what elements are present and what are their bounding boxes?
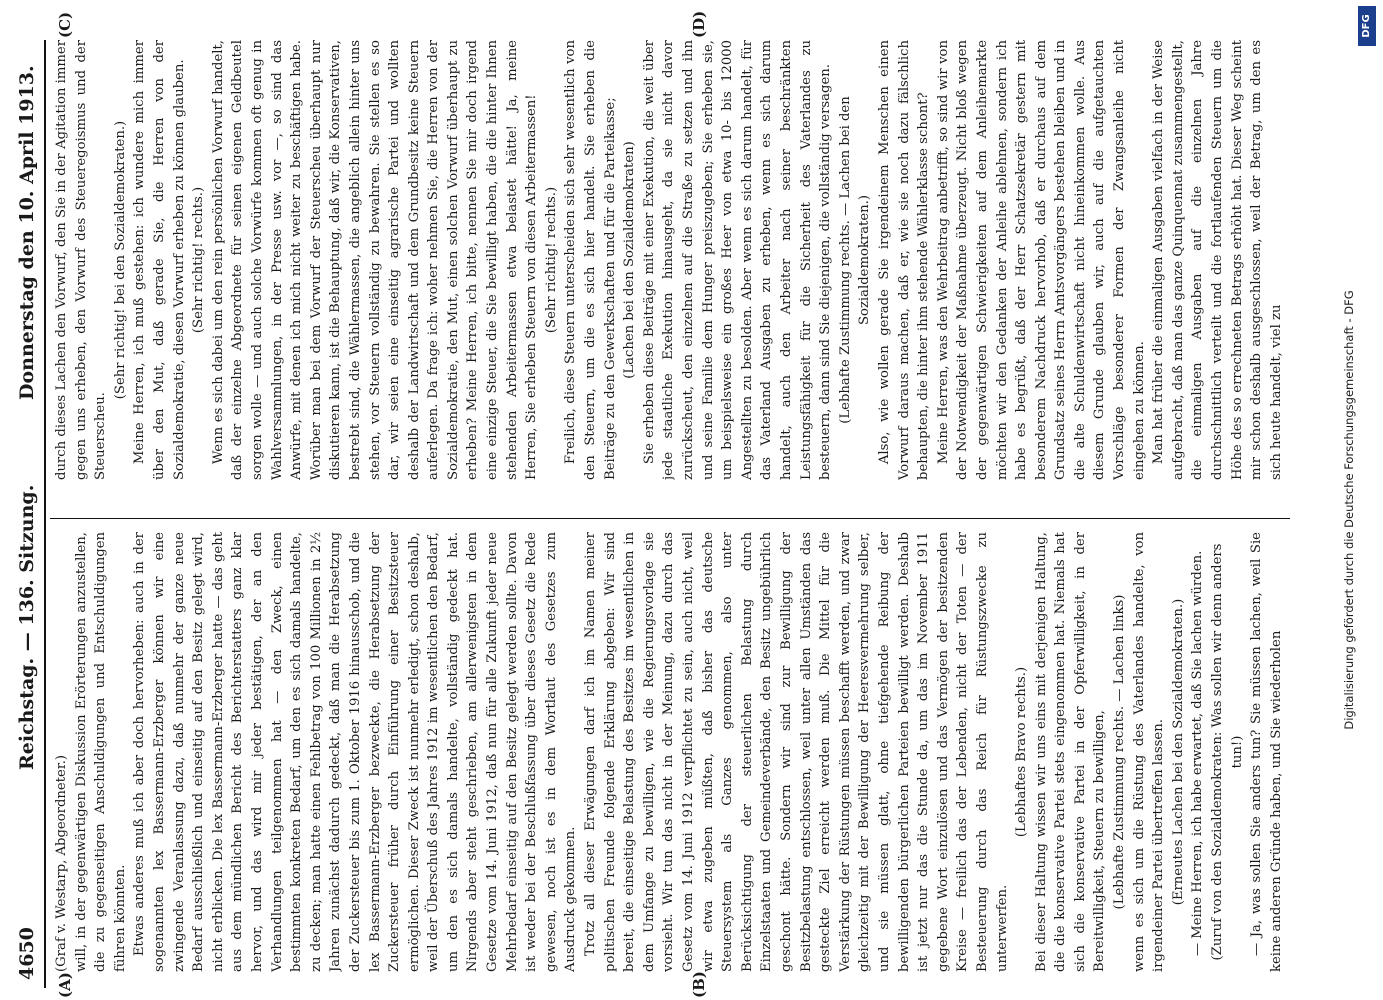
- session-title: Reichstag. — 136. Sitzung.: [16, 484, 38, 770]
- interjection: (Erneutes Lachen bei den Sozialdemokraten.): [1170, 598, 1186, 906]
- paragraph: Meine Herren, was den Wehrbeitrag anbetrifft, so sind wir von der Notwendigkeit der Maßnahme überzeugt. Nicht bloß wegen der gegenwärtigen Schwierigkeiten auf dem Anleihemarkte möchten wir den Gedanken der Anleihe ablehnen, sondern ich habe es begrüßt, daß der Herr Schatzsekretär gestern mit besonderem Nachdruck hervorhob, daß er durchaus auf dem Grundsatz seines Herrn Amtsvorgängers bestehen bleiben und in die alte Schuldenwirtschaft nicht hineinkommen wolle. Aus diesem Grunde glauben wir, auch auf die aufgetauchten Vorschläge besonderer Formen der Zwangsanleihe nicht eingehen zu können.: [935, 40, 1147, 480]
- margin-marker-d: (D): [690, 10, 708, 38]
- paragraph: Trotz all dieser Erwägungen darf ich im Namen meiner politischen Freunde folgende Erklärung abgeben: Wir sind bereit, die einseitige Belastung des Besitzes im wesentlichen in dem Umfange zu bewilligen, wie die Regierungsvorlage sie vorsieht. Wir tun das nicht in der Meinung, dazu durch das Gesetz vom 14. Juni 1912 verpflichtet zu sein, auch nicht, weil wir etwa zugeben müßten, daß bisher das deutsche Steuersystem als Ganzes genommen, also unter Berücksichtigung der steuerlichen Belastung durch Einzelstaaten und Gemeindeverbände, den Besitz ungebührlich geschont hätte. Sondern wir sind zur Bewilligung der Besitzbelastung entschlossen, weil unter allen Umständen das gesteckte Ziel erreicht werden muß. Die Mittel für die Verstärkung der Rüstungen müssen beschafft werden, und zwar gleichzeitig mit der Bewilligung der Heeresvermehrung selber, und sie müssen glatt, ohne tiefgehende Reibung der bewilligenden bürgerlichen Parteien bewilligt werden. Deshalb ist jetzt nur das die Stunde da, um das im November 1911 gegebene Wort einzulösen und das Vermögen der besitzenden Kreise — freilich das der Lebenden, nicht der Toten — der Besteuerung durch das Reich für Rüstungszwecke zu unterwerfen.: [583, 532, 1010, 972]
- margin-marker-c: (C): [56, 11, 74, 38]
- dfg-logo: [1358, 6, 1376, 46]
- interjection: (Sehr richtig! bei den Sozialdemokraten.): [112, 120, 128, 400]
- interjection: (Zuruf von den Sozialdemokraten: Was sollen wir denn anders tun!): [1210, 543, 1245, 961]
- paragraph: — Ja, was sollen Sie anders tun? Sie müssen lachen, weil Sie keine anderen Gründe haben, und Sie wiederholen: [1249, 532, 1284, 972]
- interjection: (Lachen bei den Sozialdemokraten): [622, 141, 638, 379]
- page-header: [6, 0, 46, 1000]
- left-column: [52, 532, 1290, 972]
- column-divider: [50, 518, 1290, 519]
- paragraph: Wenn es sich dabei um den rein persönlichen Vorwurf handelt, daß der einzelne Abgeordnete für seinen eigenen Geldbeutel sorgen wolle — und auch solche Vorwürfe kommen oft genug in Wahlversammlungen, in der Presse usw. vor —, so sind das Anwürfe, mit denen ich mich nicht weiter zu beschäftigen habe. Worüber man bei dem Vorwurf der Steuerscheu überhaupt nur diskutieren kann, ist die Behauptung, daß wir, die Konservativen, bestrebt sind, die Wählermassen, die angeblich allein hinter uns stehen, vor Steuern vollständig zu bewahren. Sie stellen es so dar, wir seien eine einseitig agrarische Partei und wollten deshalb der Landwirtschaft und dem Grundbesitz keine Steuern auferlegen. Da frage ich: woher nehmen Sie, die Herren von der Sozialdemokratie, den Mut, einen solchen Vorwurf überhaupt zu erheben? Meine Herren, ich bitte, nennen Sie mir doch irgend eine einzige Steuer, die Sie bewilligt haben, die die hinter Ihnen stehenden Arbeitermassen etwa belastet hätte! Ja, meine Herren, Sie erheben Steuern von diesen Arbeitermassen!: [210, 40, 540, 480]
- paragraph: Sie erheben diese Beiträge mit einer Exekution, die weit über jede staatliche Exekution hinausgeht, da sie nicht davor zurückscheut, den einzelnen auf die Straße zu setzen und ihn und seine Familie dem Hunger preiszugeben; Sie erheben sie, um beispielsweise ein großes Heer von etwa 10- bis 12000 Angestellten zu besolden. Aber wenn es sich darum handelt, für das Vaterland Ausgaben zu erheben, wenn es sich darum handelt, auch den Arbeiter nach seiner beschränkten Leistungsfähigkeit für die Sicherheit des Vaterlandes zu besteuern, dann sind Sie diejenigen, die vollständig versagen.: [641, 40, 834, 480]
- paragraph: — Meine Herren, ich habe erwartet, daß Sie lachen würden.: [1190, 550, 1206, 957]
- page-number: 4650: [16, 927, 38, 980]
- paragraph: will, in der gegenwärtigen Diskussion Erörterungen anzustellen, die zu gegenseitigen Anschuldigungen und Entschuldigungen führen könnten.: [73, 532, 128, 972]
- paragraph: Man hat früher die einmaligen Ausgaben vielfach in der Weise aufgebracht, daß man das ganze Quinquennat zusammengestellt, die einmaligen Ausgaben auf die einzelnen Jahre durchschnittlich verteilt und die fortlaufenden Steuern um die Höhe des so errechneten Betrags erhöht hat. Dieser Weg scheint mir schon deshalb ausgeschlossen, weil der Betrag, um den es sich heute handelt, viel zu: [1151, 40, 1284, 480]
- margin-marker-b: (B): [690, 971, 708, 998]
- dfg-logo-text: DFG: [1361, 14, 1372, 38]
- paragraph: Also, wie wollen gerade Sie irgendeinem Menschen einen Vorwurf daraus machen, daß er, wie sie noch dazu fälschlich behaupten, die hinter ihm stehende Wählerklasse schont?: [876, 40, 932, 480]
- digitization-credit: [1338, 30, 1360, 990]
- paragraph: Etwas anderes muß ich aber doch hervorheben: auch in der sogenannten lex Bassermann-Erzberger können wir eine zwingende Veranlassung dazu, daß nunmehr der ganze neue Bedarf ausschließlich und einseitig auf den Besitz gelegt wird, nicht erblicken. Die lex Bassermann-Erzberger hatte — das geht aus dem mündlichen Bericht des Berichterstatters ganz klar hervor, und das wird mir jeder bestätigen, der an den Verhandlungen teilgenommen hat — den Zweck, einen bestimmten konkreten Bedarf, um den es sich damals handelte, zu decken; man hatte einen Fehlbetrag von 100 Millionen in 2½ Jahren zunächst dadurch gedeckt, daß man die Herabsetzung der Zuckersteuer bis zum 1. Oktober 1916 hinausschob, und die lex Bassermann-Erzberger bezweckte, die Herabsetzung der Zuckersteuer früher durch Einführung einer Besitzsteuer ermöglichen. Dieser Zweck ist nunmehr erledigt, schon deshalb, weil der Überschuß des Jahres 1912 im wesentlichen den Bedarf, um den es sich damals handelte, vollständig gedeckt hat. Nirgends aber steht geschrieben, am allerwenigsten in dem Gesetze vom 14. Juni 1912, daß nun für alle Zukunft jeder neue Mehrbedarf einseitig auf den Besitz gelegt werden sollte. Davon ist weder bei der Beschlußfassung über dieses Gesetz die Rede gewesen, noch ist es in dem Wortlaut des Gesetzes zum Ausdruck gekommen.: [132, 532, 579, 972]
- interjection: (Lebhafte Zustimmung rechts. — Lachen bei den Sozialdemokraten.): [837, 96, 873, 424]
- interjection: (Sehr richtig! rechts.): [191, 186, 207, 334]
- paragraph: durch dieses Lachen den Vorwurf, den Sie in der Agitation immer gegen uns erheben, den Vorwurf des Steueregoismus und der Steuerscheu.: [54, 40, 109, 480]
- credit-text: Digitalisierung gefördert durch die Deutsche Forschungsgemeinschaft - DFG: [1342, 290, 1356, 730]
- interjection: (Lebhaftes Bravo rechts.): [1014, 666, 1030, 838]
- paragraph: Bei dieser Haltung wissen wir uns eins mit derjenigen Haltung, die die konservative Partei stets eingenommen hat. Niemals hat sich die konservative Partei in der Opferwilligkeit, in der Bereitwilligkeit, Steuern zu bewilligen,: [1033, 532, 1108, 972]
- right-column: [52, 40, 1290, 480]
- paragraph: wenn es sich um die Rüstung des Vaterlandes handelte, von irgendeiner Partei übertreffen lassen.: [1131, 532, 1167, 972]
- paragraph: Meine Herren, ich muß gestehen: ich wundere mich immer über den Mut, daß gerade Sie, die Herren von der Sozialdemokratie, diesen Vorwurf erheben zu können glauben.: [132, 40, 187, 480]
- interjection: (Lebhafte Zustimmung rechts. — Lachen links): [1112, 594, 1128, 910]
- margin-marker-a: (A): [56, 972, 74, 998]
- interjection: (Sehr richtig! rechts.): [543, 186, 559, 334]
- paragraph: Freilich, diese Steuern unterscheiden sich sehr wesentlich von den Steuern, um die es sich hier handelt. Sie erheben die Beiträge zu den Gewerkschaften und für die Parteikasse;: [563, 40, 618, 480]
- session-date: Donnerstag den 10. April 1913.: [16, 65, 38, 400]
- speaker-line: (Graf v. Westarp, Abgeordneter.): [54, 754, 69, 972]
- header-rule: [44, 40, 46, 988]
